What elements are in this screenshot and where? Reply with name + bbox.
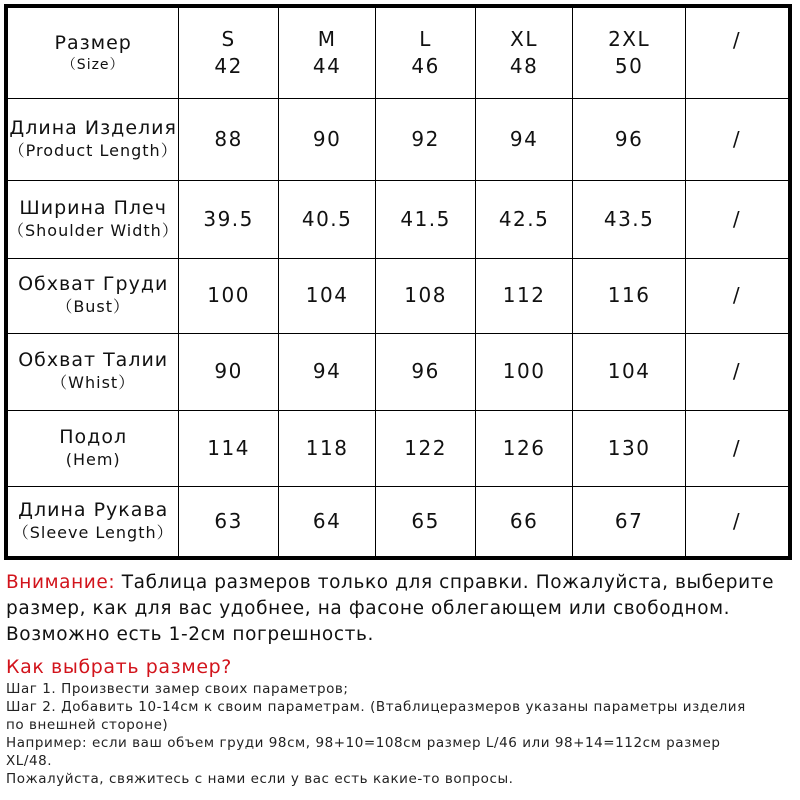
table-cell: 90 bbox=[179, 333, 279, 410]
size-label-en: （Size） bbox=[61, 56, 125, 73]
size-letter: L bbox=[419, 26, 432, 51]
table-cell: 92 bbox=[376, 98, 476, 180]
row-label-en: （Shoulder Width） bbox=[8, 220, 179, 240]
row-label bbox=[6, 333, 179, 410]
row-label-ru: Длина Изделия bbox=[9, 116, 177, 139]
table-cell: 112 bbox=[475, 258, 572, 333]
row-label-ru: Длина Рукава bbox=[18, 499, 169, 522]
table-cell: 96 bbox=[573, 98, 686, 180]
table-cell: 100 bbox=[475, 333, 572, 410]
howto-line: Шаг 1. Произвести замер своих параметров; bbox=[6, 681, 349, 697]
row-label-en: （Product Length） bbox=[8, 140, 178, 160]
row-label bbox=[6, 180, 179, 258]
size-col-xl bbox=[475, 6, 572, 98]
table-row-product-length bbox=[6, 98, 790, 180]
size-col-s bbox=[179, 6, 279, 98]
table-row-shoulder-width bbox=[6, 180, 790, 258]
table-cell: 104 bbox=[573, 333, 686, 410]
size-number: 46 bbox=[411, 53, 440, 78]
table-cell: 66 bbox=[475, 486, 572, 558]
row-label-ru: Обхват Груди bbox=[18, 273, 169, 296]
table-cell: 63 bbox=[179, 486, 279, 558]
notice-line-2: размер, как для вас удобнее, на фасоне облегающем или свободном. bbox=[6, 598, 731, 619]
row-label-ru: Ширина Плеч bbox=[19, 196, 167, 219]
header-row bbox=[6, 6, 790, 98]
row-label-ru: Подол bbox=[59, 425, 128, 448]
size-number: 42 bbox=[214, 53, 243, 78]
howto-line: Шаг 2. Добавить 10-14см к своим параметрам. (Втаблицеразмеров указаны параметры изделия bbox=[6, 699, 746, 715]
howto-line: XL/48. bbox=[6, 753, 53, 769]
size-letter: M bbox=[317, 26, 337, 51]
table-cell: 116 bbox=[573, 258, 686, 333]
row-label-en: （Bust） bbox=[56, 297, 131, 317]
table-cell: 43.5 bbox=[573, 180, 686, 258]
size-label-cell bbox=[6, 6, 179, 98]
table-cell: / bbox=[685, 333, 790, 410]
table-cell: 65 bbox=[376, 486, 476, 558]
size-number: 50 bbox=[614, 53, 644, 78]
row-label bbox=[6, 486, 179, 558]
size-number: 44 bbox=[312, 53, 342, 78]
table-cell: 114 bbox=[179, 410, 279, 486]
size-chart-table bbox=[4, 4, 792, 560]
table-cell: 122 bbox=[376, 410, 476, 486]
size-label-ru: Размер bbox=[54, 31, 132, 54]
size-letter: S bbox=[221, 26, 236, 51]
howto-title: Как выбрать размер? bbox=[6, 656, 232, 678]
notice-label: Внимание: bbox=[6, 572, 116, 593]
notice-line-1 bbox=[6, 570, 794, 596]
table-cell: 130 bbox=[573, 410, 686, 486]
size-letter: XL bbox=[510, 26, 539, 51]
table-row-waist bbox=[6, 333, 790, 410]
row-label bbox=[6, 410, 179, 486]
table-row-hem bbox=[6, 410, 790, 486]
table-cell: 94 bbox=[475, 98, 572, 180]
table-cell: 100 bbox=[179, 258, 279, 333]
table-cell: 126 bbox=[475, 410, 572, 486]
table-cell: 67 bbox=[573, 486, 686, 558]
size-col-m bbox=[278, 6, 375, 98]
row-label-en: （Whist） bbox=[51, 373, 136, 393]
row-label-en: （Sleeve Length） bbox=[12, 522, 174, 542]
table-cell: / bbox=[685, 258, 790, 333]
howto-line: Например: если ваш объем груди 98см, 98+10=108см размер L/46 или 98+14=112см размер bbox=[6, 735, 721, 751]
howto-line: по внешней стороне) bbox=[6, 717, 169, 733]
table-cell: 90 bbox=[278, 98, 375, 180]
table-cell: / bbox=[685, 410, 790, 486]
size-col-2xl bbox=[573, 6, 686, 98]
size-number: 48 bbox=[509, 53, 539, 78]
table-cell: 88 bbox=[179, 98, 279, 180]
row-label-ru: Обхват Талии bbox=[18, 349, 169, 372]
size-col-l bbox=[376, 6, 476, 98]
table-cell: 41.5 bbox=[376, 180, 476, 258]
table-row-bust bbox=[6, 258, 790, 333]
size-letter: / bbox=[732, 27, 742, 52]
size-col-empty bbox=[685, 6, 790, 98]
table-cell: 94 bbox=[278, 333, 375, 410]
table-cell: 108 bbox=[376, 258, 476, 333]
table-cell: 42.5 bbox=[475, 180, 572, 258]
table-cell: 39.5 bbox=[179, 180, 279, 258]
table-cell: 118 bbox=[278, 410, 375, 486]
table-cell: 40.5 bbox=[278, 180, 375, 258]
notes-section bbox=[6, 570, 794, 788]
table-cell: 104 bbox=[278, 258, 375, 333]
notice-line-3: Возможно есть 1-2см погрешность. bbox=[6, 624, 374, 645]
table-cell: / bbox=[685, 486, 790, 558]
howto-line: Пожалуйста, свяжитесь с нами если у вас есть какие-то вопросы. bbox=[6, 771, 514, 787]
table-cell: 64 bbox=[278, 486, 375, 558]
notice-text-1: Таблица размеров только для справки. Пожалуйста, выберите bbox=[115, 572, 775, 593]
row-label-en: (Hem) bbox=[65, 449, 121, 469]
table-row-sleeve-length bbox=[6, 486, 790, 558]
size-letter: 2XL bbox=[608, 26, 651, 51]
row-label bbox=[6, 98, 179, 180]
table-cell: / bbox=[685, 180, 790, 258]
table-cell: / bbox=[685, 98, 790, 180]
table-cell: 96 bbox=[376, 333, 476, 410]
row-label bbox=[6, 258, 179, 333]
